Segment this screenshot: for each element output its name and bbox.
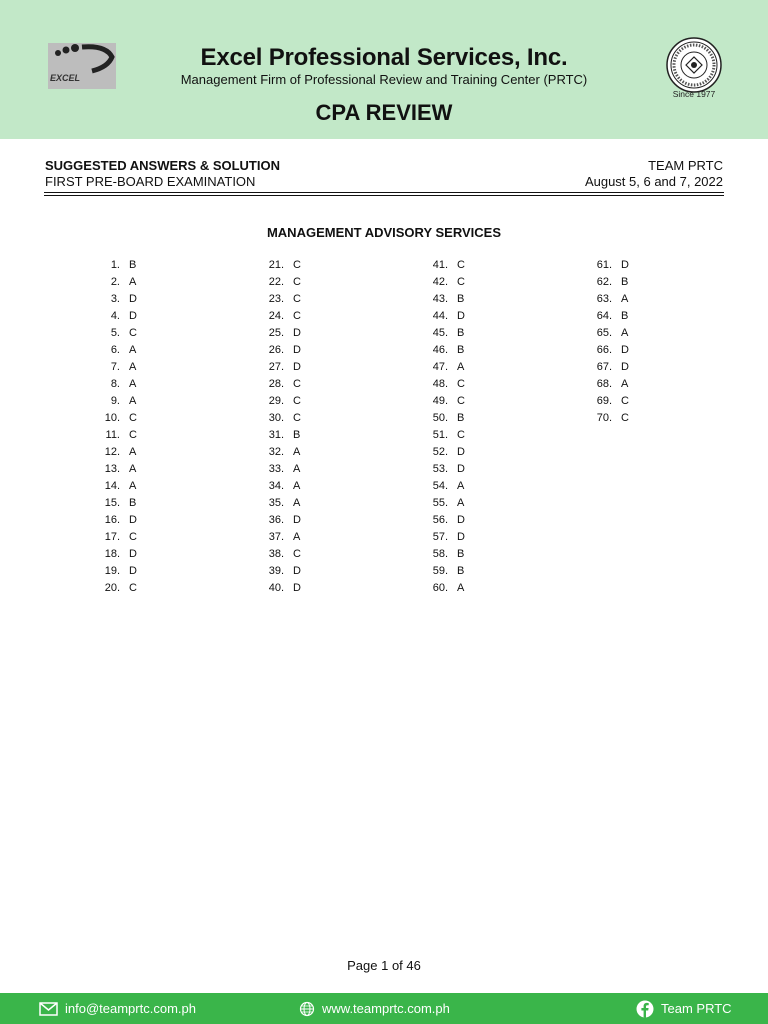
answer-number: 17. — [104, 531, 120, 543]
answer-letter: A — [129, 378, 137, 390]
answer-number: 42. — [432, 276, 448, 288]
page-footer — [0, 993, 768, 1024]
answer-number: 25. — [268, 327, 284, 339]
answer-row — [590, 395, 629, 412]
answer-row — [262, 429, 301, 446]
answer-letter: A — [129, 344, 137, 356]
company-tagline: Management Firm of Professional Review and Training Center (PRTC) — [180, 72, 588, 87]
answer-row — [98, 259, 137, 276]
company-name: Excel Professional Services, Inc. — [200, 44, 568, 71]
answer-number: 64. — [596, 310, 612, 322]
answer-number: 55. — [432, 497, 448, 509]
answer-letter: D — [457, 446, 465, 458]
answer-letter: B — [457, 548, 465, 560]
answer-number: 61. — [596, 259, 612, 271]
answer-letter: C — [293, 548, 301, 560]
answer-row — [262, 531, 301, 548]
answer-row — [426, 361, 465, 378]
answer-letter: A — [293, 497, 301, 509]
answer-letter: D — [129, 565, 137, 577]
answer-letter: A — [457, 480, 465, 492]
answer-number: 31. — [268, 429, 284, 441]
answer-row — [98, 429, 137, 446]
answer-letter: C — [293, 378, 301, 390]
answer-letter: D — [129, 310, 137, 322]
answer-letter: B — [129, 259, 137, 271]
answer-row — [426, 531, 465, 548]
answer-letter: A — [293, 531, 301, 543]
answer-number: 30. — [268, 412, 284, 424]
answer-letter: B — [457, 412, 465, 424]
answer-letter: C — [457, 259, 465, 271]
answer-row — [426, 293, 465, 310]
answer-row — [590, 259, 629, 276]
answer-letter: A — [293, 480, 301, 492]
answer-number: 3. — [110, 293, 120, 305]
logo-text: EXCEL — [50, 73, 81, 83]
answer-row — [262, 514, 301, 531]
answer-number: 24. — [268, 310, 284, 322]
answer-row — [426, 565, 465, 582]
answer-row — [262, 582, 301, 599]
answer-row — [426, 582, 465, 599]
answer-row — [590, 293, 629, 310]
answer-number: 58. — [432, 548, 448, 560]
answer-row — [426, 259, 465, 276]
answer-row — [98, 548, 137, 565]
answer-number: 60. — [432, 582, 448, 594]
answer-letter: D — [457, 514, 465, 526]
answer-number: 15. — [104, 497, 120, 509]
answer-row — [98, 327, 137, 344]
globe-icon — [299, 1001, 315, 1017]
answer-number: 43. — [432, 293, 448, 305]
answer-row — [98, 446, 137, 463]
answer-row — [262, 480, 301, 497]
since-label: Since 1977 — [672, 89, 716, 99]
answer-row — [262, 412, 301, 429]
answer-number: 19. — [104, 565, 120, 577]
answer-row — [262, 497, 301, 514]
mail-icon — [39, 1002, 58, 1016]
answer-row — [98, 310, 137, 327]
answer-row — [98, 582, 137, 599]
answer-row — [262, 548, 301, 565]
answer-letter: B — [621, 310, 629, 322]
footer-website[interactable] — [299, 993, 450, 1024]
answer-row — [426, 276, 465, 293]
answer-row — [262, 259, 301, 276]
answer-row — [426, 514, 465, 531]
review-title: CPA REVIEW — [315, 100, 453, 125]
answer-row — [98, 361, 137, 378]
answer-number: 67. — [596, 361, 612, 373]
answer-letter: B — [457, 293, 465, 305]
answer-number: 26. — [268, 344, 284, 356]
answer-number: 49. — [432, 395, 448, 407]
answer-letter: B — [457, 344, 465, 356]
footer-facebook[interactable] — [636, 993, 732, 1024]
answer-row — [98, 480, 137, 497]
answer-row — [98, 514, 137, 531]
answer-number: 48. — [432, 378, 448, 390]
answer-number: 9. — [110, 395, 120, 407]
answer-row — [426, 378, 465, 395]
answer-letter: C — [457, 378, 465, 390]
answer-number: 70. — [596, 412, 612, 424]
answer-row — [426, 327, 465, 344]
answer-letter: A — [129, 463, 137, 475]
answer-row — [98, 293, 137, 310]
answer-row — [590, 344, 629, 361]
footer-email[interactable] — [39, 993, 196, 1024]
answer-row — [98, 378, 137, 395]
answer-row — [426, 310, 465, 327]
answer-number: 18. — [104, 548, 120, 560]
answer-letter: D — [621, 361, 629, 373]
answer-number: 13. — [104, 463, 120, 475]
answer-number: 28. — [268, 378, 284, 390]
answer-number: 57. — [432, 531, 448, 543]
answer-number: 41. — [432, 259, 448, 271]
answer-number: 38. — [268, 548, 284, 560]
answer-number: 59. — [432, 565, 448, 577]
answer-row — [262, 565, 301, 582]
answer-number: 14. — [104, 480, 120, 492]
answer-row — [98, 412, 137, 429]
answer-column — [262, 259, 301, 599]
answer-column — [590, 259, 629, 429]
answer-letter: A — [129, 446, 137, 458]
answer-number: 5. — [110, 327, 120, 339]
answer-number: 4. — [110, 310, 120, 322]
answer-letter: D — [457, 310, 465, 322]
answer-number: 16. — [104, 514, 120, 526]
answer-number: 10. — [104, 412, 120, 424]
answer-number: 46. — [432, 344, 448, 356]
answer-letter: C — [129, 412, 137, 424]
answer-letter: A — [457, 361, 465, 373]
facebook-icon — [636, 1000, 654, 1018]
answer-number: 69. — [596, 395, 612, 407]
answer-row — [426, 480, 465, 497]
answer-letter: C — [293, 395, 301, 407]
answer-row — [262, 361, 301, 378]
divider-top — [44, 192, 724, 193]
answer-number: 54. — [432, 480, 448, 492]
answer-row — [98, 463, 137, 480]
answer-number: 44. — [432, 310, 448, 322]
answer-row — [590, 412, 629, 429]
answer-letter: D — [293, 582, 301, 594]
answer-letter: A — [293, 446, 301, 458]
footer-facebook-text: Team PRTC — [661, 1001, 732, 1016]
answer-letter: D — [293, 344, 301, 356]
answer-letter: C — [129, 327, 137, 339]
answer-number: 37. — [268, 531, 284, 543]
answer-row — [590, 378, 629, 395]
answer-row — [426, 412, 465, 429]
answer-letter: C — [457, 276, 465, 288]
answer-letter: D — [293, 565, 301, 577]
answer-number: 29. — [268, 395, 284, 407]
answer-letter: D — [621, 259, 629, 271]
answer-number: 66. — [596, 344, 612, 356]
answer-letter: A — [129, 395, 137, 407]
answer-row — [590, 361, 629, 378]
page-number: Page 1 of 46 — [347, 958, 421, 973]
answer-letter: D — [129, 514, 137, 526]
answer-letter: B — [129, 497, 137, 509]
answer-letter: B — [621, 276, 629, 288]
answer-letter: C — [293, 259, 301, 271]
answer-row — [426, 429, 465, 446]
answer-letter: D — [621, 344, 629, 356]
divider-bottom — [44, 195, 724, 196]
answer-letter: D — [293, 514, 301, 526]
answer-row — [426, 395, 465, 412]
answer-letter: A — [293, 463, 301, 475]
answer-letter: A — [621, 293, 629, 305]
seal-icon — [666, 37, 722, 93]
answer-row — [426, 548, 465, 565]
document-type: SUGGESTED ANSWERS & SOLUTION — [45, 158, 280, 173]
answer-row — [98, 276, 137, 293]
answer-number: 32. — [268, 446, 284, 458]
subject-title: MANAGEMENT ADVISORY SERVICES — [266, 225, 502, 240]
answer-letter: B — [457, 327, 465, 339]
answer-letter: B — [293, 429, 301, 441]
answer-number: 63. — [596, 293, 612, 305]
answer-row — [262, 293, 301, 310]
answer-letter: C — [293, 310, 301, 322]
answer-number: 7. — [110, 361, 120, 373]
answer-number: 2. — [110, 276, 120, 288]
answer-number: 36. — [268, 514, 284, 526]
exam-name: FIRST PRE-BOARD EXAMINATION — [45, 174, 256, 189]
answer-letter: C — [293, 293, 301, 305]
answer-letter: D — [457, 463, 465, 475]
answer-number: 12. — [104, 446, 120, 458]
answer-number: 50. — [432, 412, 448, 424]
answer-letter: C — [129, 429, 137, 441]
answer-number: 51. — [432, 429, 448, 441]
answer-row — [262, 395, 301, 412]
answer-row — [426, 446, 465, 463]
answer-letter: C — [621, 412, 629, 424]
answer-letter: A — [129, 361, 137, 373]
answer-row — [590, 276, 629, 293]
answer-letter: D — [457, 531, 465, 543]
answer-row — [262, 344, 301, 361]
answer-letter: C — [293, 412, 301, 424]
answer-number: 52. — [432, 446, 448, 458]
answer-row — [590, 327, 629, 344]
answer-number: 39. — [268, 565, 284, 577]
answer-row — [262, 446, 301, 463]
answer-letter: A — [129, 480, 137, 492]
answer-letter: D — [293, 327, 301, 339]
answer-number: 53. — [432, 463, 448, 475]
answer-row — [426, 344, 465, 361]
answer-number: 68. — [596, 378, 612, 390]
answer-row — [98, 497, 137, 514]
answer-row — [590, 310, 629, 327]
answer-row — [98, 565, 137, 582]
answer-letter: A — [457, 582, 465, 594]
answer-number: 22. — [268, 276, 284, 288]
answer-row — [98, 531, 137, 548]
answer-row — [98, 344, 137, 361]
answer-letter: A — [621, 378, 629, 390]
answer-row — [98, 395, 137, 412]
answer-number: 65. — [596, 327, 612, 339]
answer-number: 35. — [268, 497, 284, 509]
answer-number: 33. — [268, 463, 284, 475]
page-header — [0, 0, 768, 139]
answer-row — [262, 378, 301, 395]
footer-website-text: www.teamprtc.com.ph — [322, 1001, 450, 1016]
answer-column — [98, 259, 137, 599]
answer-number: 45. — [432, 327, 448, 339]
answer-column — [426, 259, 465, 599]
answer-number: 27. — [268, 361, 284, 373]
answer-number: 23. — [268, 293, 284, 305]
answer-letter: C — [293, 276, 301, 288]
answer-number: 1. — [110, 259, 120, 271]
answer-number: 40. — [268, 582, 284, 594]
answer-number: 21. — [268, 259, 284, 271]
answer-row — [426, 497, 465, 514]
answer-number: 8. — [110, 378, 120, 390]
answer-number: 34. — [268, 480, 284, 492]
footer-email-text: info@teamprtc.com.ph — [65, 1001, 196, 1016]
answer-row — [262, 310, 301, 327]
answer-letter: C — [129, 531, 137, 543]
answer-letter: B — [457, 565, 465, 577]
answer-letter: A — [621, 327, 629, 339]
answer-number: 47. — [432, 361, 448, 373]
answer-number: 6. — [110, 344, 120, 356]
answer-letter: A — [457, 497, 465, 509]
answer-number: 62. — [596, 276, 612, 288]
answer-row — [262, 276, 301, 293]
answer-number: 11. — [105, 429, 120, 441]
team-name: TEAM PRTC — [648, 158, 723, 173]
answer-letter: A — [129, 276, 137, 288]
answer-letter: C — [621, 395, 629, 407]
answer-row — [426, 463, 465, 480]
answer-letter: D — [129, 548, 137, 560]
answer-number: 56. — [432, 514, 448, 526]
answer-letter: D — [129, 293, 137, 305]
answer-number: 20. — [104, 582, 120, 594]
answer-letter: D — [293, 361, 301, 373]
answer-letter: C — [457, 395, 465, 407]
exam-date: August 5, 6 and 7, 2022 — [584, 174, 723, 189]
answer-letter: C — [129, 582, 137, 594]
answer-letter: C — [457, 429, 465, 441]
answer-row — [262, 327, 301, 344]
answer-row — [262, 463, 301, 480]
